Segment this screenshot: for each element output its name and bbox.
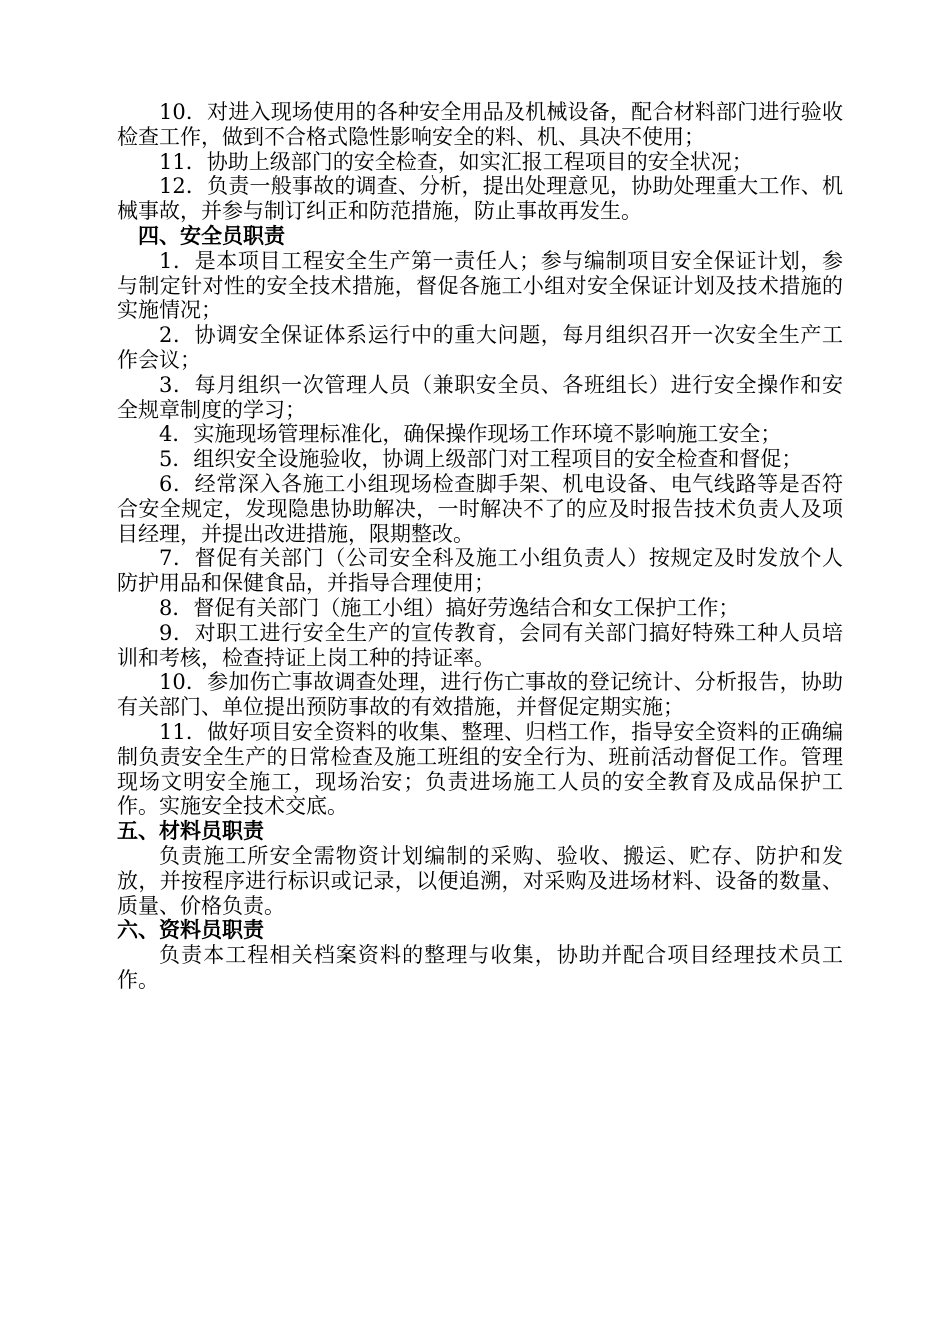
paragraph: 11．协助上级部门的安全检查，如实汇报工程项目的安全状况； (159, 149, 753, 174)
paragraph: 6．经常深入各施工小组现场检查脚手架、机电设备、电气线路等是否符合安全规定，发现隐患协助解决，一时解决不了的应及时报告技术负责人及项目经理，并提出改进措施，限期整改。 (117, 471, 843, 546)
paragraph: 负责本工程相关档案资料的整理与收集，协助并配合项目经理技术员工作。 (117, 943, 843, 992)
paragraph: 10．对进入现场使用的各种安全用品及机械设备，配合材料部门进行验收检查工作，做到不合格式隐性影响安全的料、机、具决不使用； (117, 100, 843, 149)
paragraph: 5．组织安全设施验收，协调上级部门对工程项目的安全检查和督促； (159, 447, 803, 472)
section-records-officer (117, 918, 843, 992)
paragraph: 8．督促有关部门（施工小组）搞好劳逸结合和女工保护工作； (159, 595, 740, 620)
paragraph: 12．负责一般事故的调查、分析，提出处理意见，协助处理重大工作、机械事故，并参与制订纠正和防范措施，防止事故再发生。 (117, 174, 843, 224)
paragraph: 7．督促有关部门（公司安全科及施工小组负责人）按规定及时发放个人防护用品和保健食品，并指导合理使用； (117, 546, 843, 596)
document-page (117, 100, 843, 993)
section-materials-officer (117, 819, 843, 918)
paragraph: 负责施工所安全需物资计划编制的采购、验收、搬运、贮存、防护和发放，并按程序进行标识或记录，以便追溯，对采购及进场材料、设备的数量、质量、价格负责。 (117, 843, 843, 918)
section-safety-officer (117, 224, 843, 819)
section-heading: 四、安全员职责 (138, 223, 285, 248)
section-heading: 六、资料员职责 (117, 918, 264, 943)
paragraph: 11．做好项目安全资料的收集、整理、归档工作，指导安全资料的正确编制负责安全生产的日常检查及施工班组的安全行为、班前活动督促工作。管理现场文明安全施工，现场治安；负责进场施工人员的安全教育及成品保护工作。实施安全技术交底。 (117, 719, 843, 819)
paragraph: 10．参加伤亡事故调查处理，进行伤亡事故的登记统计、分析报告，协助有关部门、单位提出预防事故的有效措施，并督促定期实施； (117, 670, 843, 720)
paragraph: 2．协调安全保证体系运行中的重大问题，每月组织召开一次安全生产工作会议； (117, 323, 843, 372)
paragraph: 1．是本项目工程安全生产第一责任人；参与编制项目安全保证计划，参与制定针对性的安全技术措施，督促各施工小组对安全保证计划及技术措施的实施情况； (117, 248, 843, 323)
section-heading: 五、材料员职责 (117, 819, 264, 844)
paragraph: 3．每月组织一次管理人员（兼职安全员、各班组长）进行安全操作和安全规章制度的学习； (117, 372, 843, 422)
section-continued (117, 100, 843, 224)
paragraph: 9．对职工进行安全生产的宣传教育，会同有关部门搞好特殊工种人员培训和考核，检查持证上岗工种的持证率。 (117, 620, 843, 670)
paragraph: 4．实施现场管理标准化，确保操作现场工作环境不影响施工安全； (159, 422, 782, 447)
